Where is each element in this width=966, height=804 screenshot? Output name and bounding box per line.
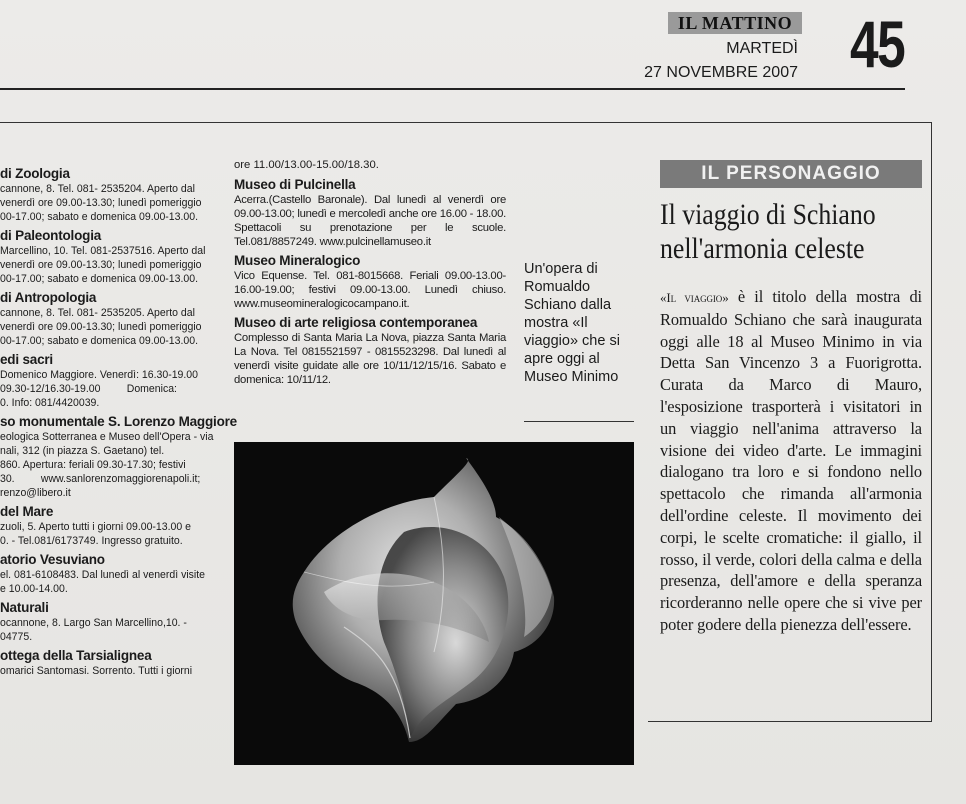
listing-text: Complesso di Santa Maria La Nova, piazza Santa Maria La Nova. Tel 0815521597 - 0815523298. Dal lunedì al venerdì visite guidate alle ore 10/11/12/15/16. Sabato e domenica: 10/11/12. [234,332,506,386]
listing-line: e 10.00-14.00. [0,583,68,595]
page-number: 45 [850,7,905,81]
listing-line: 00-17.00; sabato e domenica 09.00-13.00. [0,211,199,223]
listing-line: cannone, 8. Tel. 081- 2535205. Aperto dal [0,307,195,319]
issue-date: 27 NOVEMBRE 2007 [644,64,798,81]
listing-entry [0,413,237,500]
headline-line-2: nell'armonia celeste [660,232,865,265]
listing-entry [0,227,212,286]
listing-line: 00-17.00; sabato e domenica 09.00-13.00. [0,335,199,347]
listing-line: 04775. [0,631,33,643]
listing-title: Museo di arte religiosa contemporanea [234,315,478,330]
listing-entry [0,351,212,410]
museum-listings-left [0,165,237,681]
listing-title: del Mare [0,504,54,519]
listing-line: venerdì ore 09.00-13.30; lunedì pomeriggio [0,197,202,209]
artwork-illustration [234,442,634,765]
listing-title: Museo di Pulcinella [234,177,356,192]
article-body [660,286,922,636]
listing-line: nali, 312 (in piazza S. Gaetano) tel. [0,445,165,457]
newspaper-name: IL MATTINO [668,12,802,34]
listing-continuation: ore 11.00/13.00-15.00/18.30. [234,159,379,171]
listing-title: Museo Mineralogico [234,253,361,268]
listing-entry [0,599,212,644]
listing-entry [0,647,212,678]
listing-title: so monumentale S. Lorenzo Maggiore [0,414,237,429]
listing-line: renzo@libero.it [0,487,71,499]
issue-day: MARTEDÌ [726,40,798,57]
artwork-photo [234,442,634,765]
listing-line: omarici Santomasi. Sorrento. Tutti i giorni [0,665,193,677]
listing-line: 09.30-12/16.30-19.00 Domenica: [0,383,177,395]
listing-entry [0,289,212,348]
listing-text: Acerra.(Castello Baronale). Dal lunedì al venerdì ore 09.00-13.00; lunedì e mercoledì anche ore 16.00 - 18.00. Spettacoli su prenotazione per le scuole. Tel.081/8857249. www.pulcinellamuseo.it [234,194,506,248]
headline-line-1: Il viaggio di Schiano [660,198,876,231]
listing-line: eologica Sotterranea e Museo dell'Opera - via [0,431,214,443]
listing-line: venerdì ore 09.00-13.30; lunedì pomeriggio [0,321,202,333]
listing-line: ocannone, 8. Largo San Marcellino,10. - [0,617,187,629]
header-rule [0,88,905,90]
frame-rule-top [0,122,932,123]
frame-rule-bottom [648,721,932,722]
listing-line: 00-17.00; sabato e domenica 09.00-13.00. [0,273,199,285]
listing-title: atorio Vesuviano [0,552,105,567]
section-kicker: IL PERSONAGGIO [660,160,922,188]
museum-listings-middle [234,158,506,390]
listing-title: Naturali [0,600,49,615]
listing-entry [234,176,506,249]
listing-entry [234,252,506,311]
photo-caption: Un'opera di Romualdo Schiano dalla mostra «Il viaggio» che si apre oggi al Museo Minimo [524,261,620,385]
listing-title: ottega della Tarsialignea [0,648,152,663]
listing-text: Vico Equense. Tel. 081-8015668. Feriali 09.00-13.00-16.00-19.00; festivi 09.00-13.00. Lunedì chiuso. www.museomineralogicocampano.it. [234,270,506,310]
listing-title: edi sacri [0,352,53,367]
article-headline [660,198,885,266]
listing-line: cannone, 8. Tel. 081- 2535204. Aperto dal [0,183,195,195]
listing-line: Marcellino, 10. Tel. 081-2537516. Aperto dal [0,245,206,257]
show-through-text [585,38,594,77]
listing-line: 30. www.sanlorenzomaggiorenapoli.it; [0,473,201,485]
article-body-text: è il titolo della mostra di Romualdo Schiano che sarà inaugurata oggi alle 18 al Museo Minimo in via Detta San Vincenzo 3 a Fuorigrotta. Curata da Marco di Mauro, l'esposizione trasporterà i visitatori in un viaggio nell'anima attraverso la visione dei video d'arte. Le immagini dialogano tra loro e si fondono nello spettacolo che rimanda all'armonia dell'ordine celeste. Il movimento dei corpi, le scelte cromatiche: il giallo, il rosso, il verde, colori della calma e della presenza, dell'amore e della speranza ricorderanno nelle opere che si vive per poter godere della pienezza dell'essere. [660,287,922,634]
listing-line: Domenico Maggiore. Venerdì: 16.30-19.00 [0,369,199,381]
listing-entry [234,314,506,387]
listing-title: di Antropologia [0,290,97,305]
listing-line: venerdì ore 09.00-13.30; lunedì pomeriggio [0,259,202,271]
listing-line: el. 081-6108483. Dal lunedì al venerdì visite [0,569,206,581]
listing-line: zuoli, 5. Aperto tutti i giorni 09.00-13.00 e [0,521,191,533]
article-title-reference: «Il viaggio» [660,290,729,305]
listing-line: 0. - Tel.081/6173749. Ingresso gratuito. [0,535,183,547]
listing-entry [0,165,212,224]
listing-line: 860. Apertura: feriali 09.30-17.30; festivi [0,459,186,471]
listing-entry [0,503,212,548]
frame-rule-right [931,122,932,722]
listing-line: 0. Info: 081/4420039. [0,397,100,409]
caption-rule [524,421,634,422]
listing-title: di Paleontologia [0,228,102,243]
listing-title: di Zoologia [0,166,70,181]
listing-entry [0,551,212,596]
